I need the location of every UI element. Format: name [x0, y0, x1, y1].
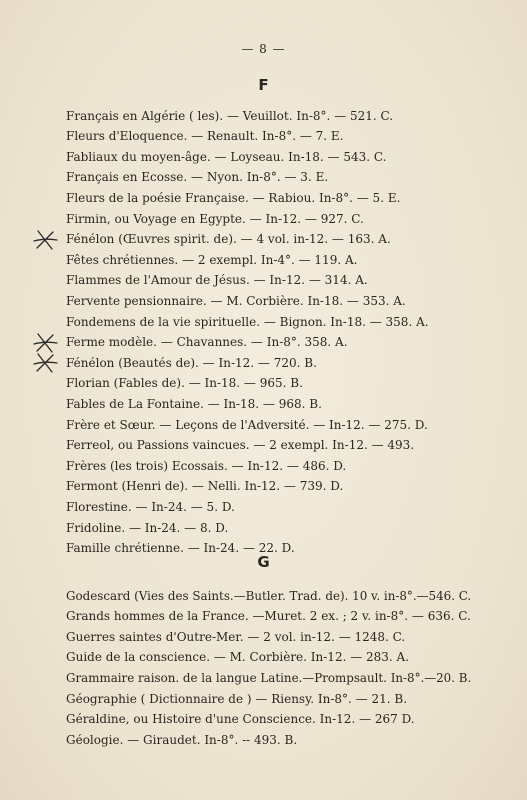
entry-f-22: Famille chrétienne. — In-24. — 22. D. [66, 541, 295, 556]
entry-g-3: Guerres saintes d'Outre-Mer. — 2 vol. in-12. — 1248. C. [66, 629, 406, 644]
entry-f-15: Fables de La Fontaine. — In-18. — 968. B. [66, 396, 322, 411]
entry-f-1: Français en Algérie ( les). — Veuillot. In-8°. — 521. C. [66, 108, 394, 123]
entry-f-7: Fénélon (Œuvres spirit. de). — 4 vol. in-12. — 163. A. [66, 232, 391, 247]
entry-f-18: Frères (les trois) Ecossais. — In-12. — 486. D. [66, 458, 347, 473]
handwritten-cross-mark-icon [32, 332, 58, 354]
entry-g-1: Godescard (Vies des Saints.—Butler. Trad. de). 10 v. in-8°.—546. C. [66, 588, 472, 603]
handwritten-cross-mark-icon [32, 352, 58, 374]
entry-f-20: Florestine. — In-24. — 5. D. [66, 499, 235, 514]
entry-f-10: Fervente pensionnaire. — M. Corbière. In-18. — 353. A. [66, 293, 406, 308]
entry-f-6: Firmin, ou Voyage en Egypte. — In-12. — 927. C. [66, 211, 364, 226]
entry-f-13: Fénélon (Beautés de). — In-12. — 720. B. [66, 355, 317, 370]
entry-f-2: Fleurs d'Eloquence. — Renault. In-8°. — 7. E. [66, 129, 344, 144]
entry-g-5: Grammaire raison. de la langue Latine.—Prompsault. In-8°.—20. B. [66, 670, 472, 685]
entry-f-8: Fêtes chrétiennes. — 2 exempl. In-4°. — 119. A. [66, 252, 358, 267]
section-letter-f: F [258, 76, 269, 94]
entry-f-14: Florian (Fables de). — In-18. — 965. B. [66, 376, 303, 391]
entry-g-6: Géographie ( Dictionnaire de ) — Riensy. In-8°. — 21. B. [66, 691, 408, 706]
entry-f-16: Frère et Sœur. — Leçons de l'Adversité. — In-12. — 275. D. [66, 417, 428, 432]
entry-f-3: Fabliaux du moyen-âge. — Loyseau. In-18. — 543. C. [66, 149, 387, 164]
entry-g-2: Grands hommes de la France. —Muret. 2 ex. ; 2 v. in-8°. — 636. C. [66, 609, 471, 624]
entry-f-19: Fermont (Henri de). — Nelli. In-12. — 739. D. [66, 479, 344, 494]
entry-f-4: Français en Ecosse. — Nyon. In-8°. — 3. E. [66, 170, 329, 185]
entry-g-8: Géologie. — Giraudet. In-8°. -- 493. B. [66, 732, 298, 747]
entry-f-21: Fridoline. — In-24. — 8. D. [66, 520, 229, 535]
entry-f-9: Flammes de l'Amour de Jésus. — In-12. — 314. A. [66, 273, 368, 288]
entry-f-12: Ferme modèle. — Chavannes. — In-8°. 358. A. [66, 335, 348, 350]
entry-f-11: Fondemens de la vie spirituelle. — Bignon. In-18. — 358. A. [66, 314, 429, 329]
section-letter-g: G [257, 553, 270, 571]
entry-g-7: Géraldine, ou Histoire d'une Conscience. In-12. — 267 D. [66, 712, 415, 727]
page-number: — 8 — [241, 42, 286, 56]
entry-g-4: Guide de la conscience. — M. Corbière. In-12. — 283. A. [66, 650, 410, 665]
handwritten-cross-mark-icon [32, 229, 58, 251]
entry-f-17: Ferreol, ou Passions vaincues. — 2 exempl. In-12. — 493. [66, 438, 415, 453]
entry-f-5: Fleurs de la poésie Française. — Rabiou. In-8°. — 5. E. [66, 190, 401, 205]
